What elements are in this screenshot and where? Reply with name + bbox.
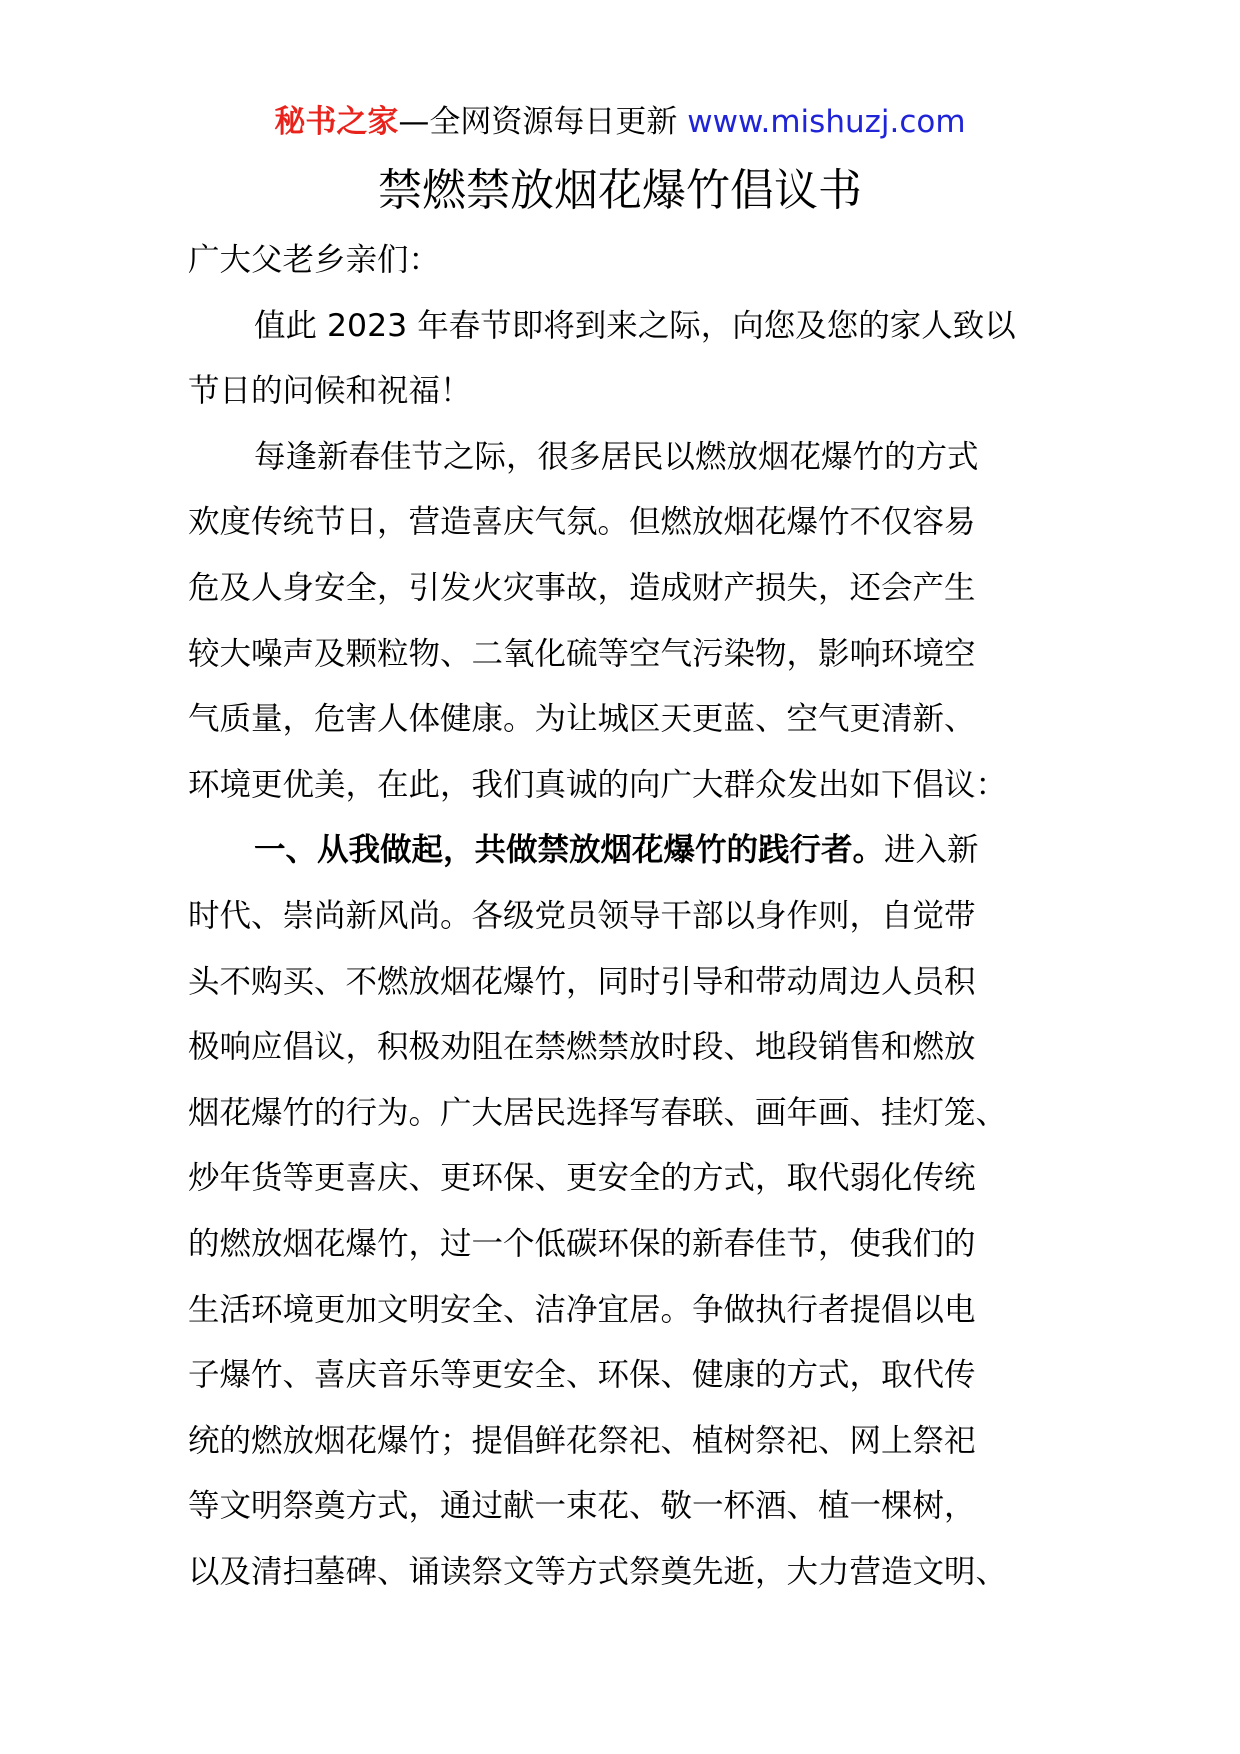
paragraph-line: 每逢新春佳节之际，很多居民以燃放烟花爆竹的方式	[254, 438, 979, 475]
document-title: 禁燃禁放烟花爆竹倡议书	[378, 165, 862, 216]
paragraph-line: 值此 2023 年春节即将到来之际，向您及您的家人致以	[254, 307, 1016, 344]
paragraph-line: 等文明祭奠方式，通过献一束花、敬一杯酒、植一棵树，	[188, 1488, 976, 1525]
paragraph-line: 较大噪声及颗粒物、二氧化硫等空气污染物，影响环境空	[188, 635, 976, 672]
paragraph-line: 节日的问候和祝福！	[188, 373, 472, 410]
site-url: www.mishuzj.com	[687, 104, 966, 140]
paragraph-line: 极响应倡议，积极劝阻在禁燃禁放时段、地段销售和燃放	[188, 1029, 976, 1066]
paragraph-line: 子爆竹、喜庆音乐等更安全、环保、健康的方式，取代传	[188, 1357, 976, 1394]
paragraph-line: 生活环境更加文明安全、洁净宜居。争做执行者提倡以电	[188, 1291, 976, 1328]
brand-name: 秘书之家	[274, 104, 399, 140]
site-header	[0, 100, 1240, 144]
paragraph-line: 危及人身安全，引发火灾事故，造成财产损失，还会产生	[188, 569, 976, 606]
paragraph-line: 烟花爆竹的行为。广大居民选择写春联、画年画、挂灯笼、	[188, 1094, 1008, 1131]
paragraph-line: 统的燃放烟花爆竹；提倡鲜花祭祀、植树祭祀、网上祭祀	[188, 1422, 976, 1459]
paragraph-line: 以及清扫墓碑、诵读祭文等方式祭奠先逝，大力营造文明、	[188, 1553, 1008, 1590]
paragraph-line: 气质量，危害人体健康。为让城区天更蓝、空气更清新、	[188, 701, 976, 738]
document-body	[188, 228, 1054, 1605]
paragraph-line: 欢度传统节日，营造喜庆气氛。但燃放烟花爆竹不仅容易	[188, 504, 976, 541]
section-1-rest: 进入新	[884, 832, 979, 869]
section-1-heading: 一、从我做起，共做禁放烟花爆竹的践行者。	[254, 832, 885, 869]
salutation: 广大父老乡亲们：	[188, 242, 441, 278]
paragraph-line: 的燃放烟花爆竹，过一个低碳环保的新春佳节，使我们的	[188, 1225, 976, 1262]
paragraph-line: 时代、崇尚新风尚。各级党员领导干部以身作则，自觉带	[188, 897, 976, 934]
paragraph-line: 炒年货等更喜庆、更环保、更安全的方式，取代弱化传统	[188, 1160, 976, 1197]
section-1-first-line	[188, 818, 1054, 884]
paragraph-line: 环境更优美，在此，我们真诚的向广大群众发出如下倡议：	[188, 766, 1008, 803]
paragraph-line: 头不购买、不燃放烟花爆竹，同时引导和带动周边人员积	[188, 963, 976, 1000]
header-tagline: —全网资源每日更新	[398, 104, 678, 140]
